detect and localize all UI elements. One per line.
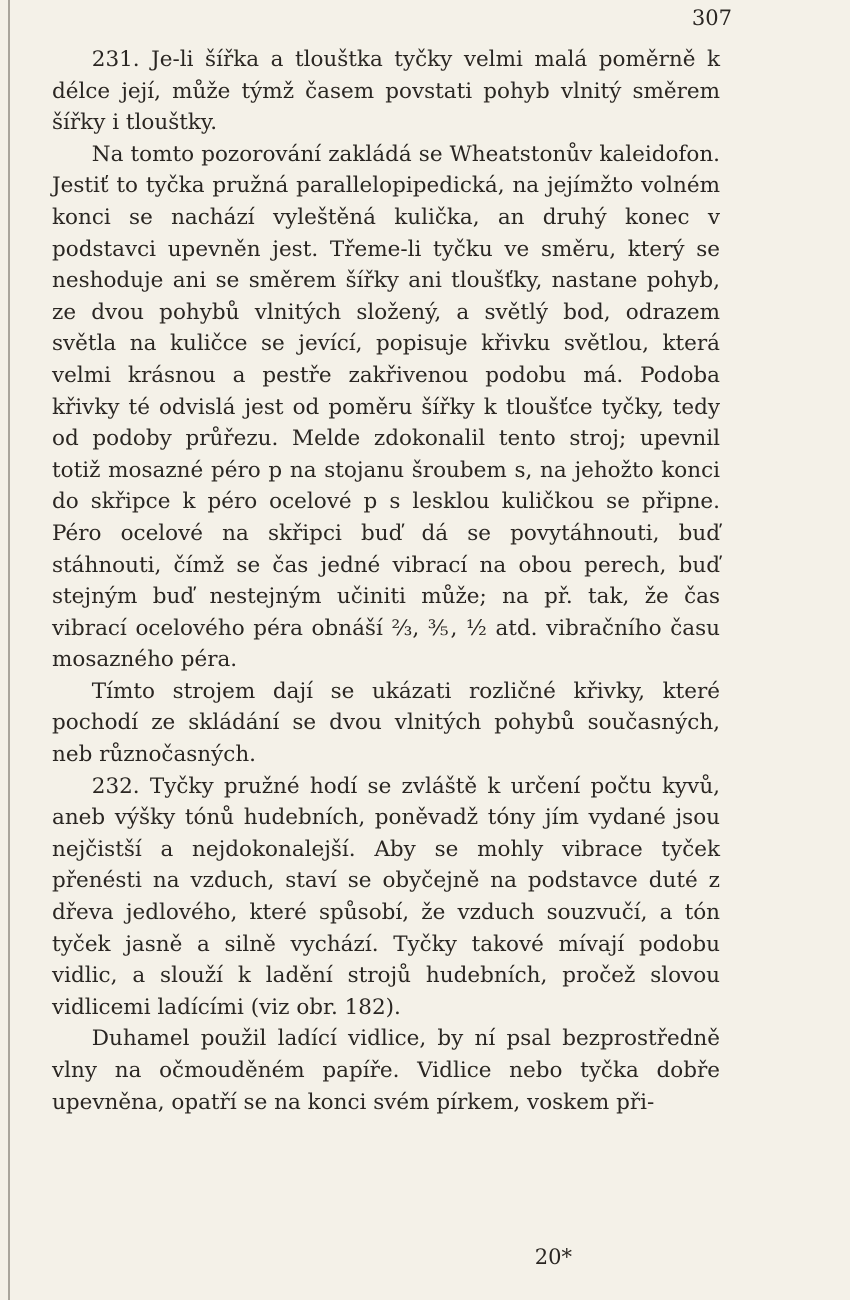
paragraph-232: 232. Tyčky pružné hodí se zvláště k určení počtu kyvů, aneb výšky tónů hudebních, poněvadž tóny jím vydané jsou nejčistší a nejdokonalejší. Aby se mohly vibrace tyček přenésti na vzduch, staví se obyčejně na podstavce duté z dřeva jedlového, které spůsobí, že vzduch souzvučí, a tón tyček jasně a silně vychází. Tyčky takové mívají podobu vidlic, a slouží k ladění strojů hudebních, pročež slovou vidlicemi ladícími (viz obr. 182).	[52, 773, 720, 1020]
printer-signature: 20*	[534, 1245, 572, 1269]
page-edge	[8, 0, 10, 1300]
paragraph-231: 231. Je-li šířka a tlouštka tyčky velmi malá poměrně k délce její, může týmž časem povstati pohyb vlnitý směrem šířky i tlouštky.	[52, 47, 720, 136]
page-body	[52, 44, 720, 1118]
page-number: 307	[691, 6, 732, 30]
paragraph-krivky: Tímto strojem dají se ukázati rozličné křivky, které pochodí ze skládání se dvou vlnitých pohybů současných, neb různočasných.	[52, 678, 720, 768]
paragraph-kaleidofon: Na tomto pozorování zakládá se Wheatstonův kaleidofon. Jestiť to tyčka pružná parallelopipedická, na jejímžto volném konci se nachází vyleštěná kulička, an druhý konec v podstavci upevněn jest. Třeme-li tyčku ve směru, který se neshoduje ani se směrem šířky ani tloušťky, nastane pohyb, ze dvou pohybů vlnitých složený, a světlý bod, odrazem světla na kuličce se jevící, popisuje křivku světlou, která velmi krásnou a pestře zakřivenou podobu má. Podoba křivky té odvislá jest od poměru šířky k tloušťce tyčky, tedy od podoby průřezu. Melde zdokonalil tento stroj; upevnil totiž mosazné péro p na stojanu šroubem s, na jehožto konci do skřipce k péro ocelové p s lesklou kuličkou se připne. Péro ocelové na skřipci buď dá se povytáhnouti, buď stáhnouti, čímž se čas jedné vibrací na obou perech, buď stejným buď nestejným učiniti může; na př. tak, že čas vibrací ocelového péra obnáší ⅔, ⅗, ½ atd. vibračního času mosazného péra.	[52, 141, 720, 673]
paragraph-duhamel: Duhamel použil ladící vidlice, by ní psal bezprostředně vlny na očmouděném papíře. Vidlice nebo tyčka dobře upevněna, opatří se na konci svém pírkem, voskem při-	[52, 1026, 720, 1115]
